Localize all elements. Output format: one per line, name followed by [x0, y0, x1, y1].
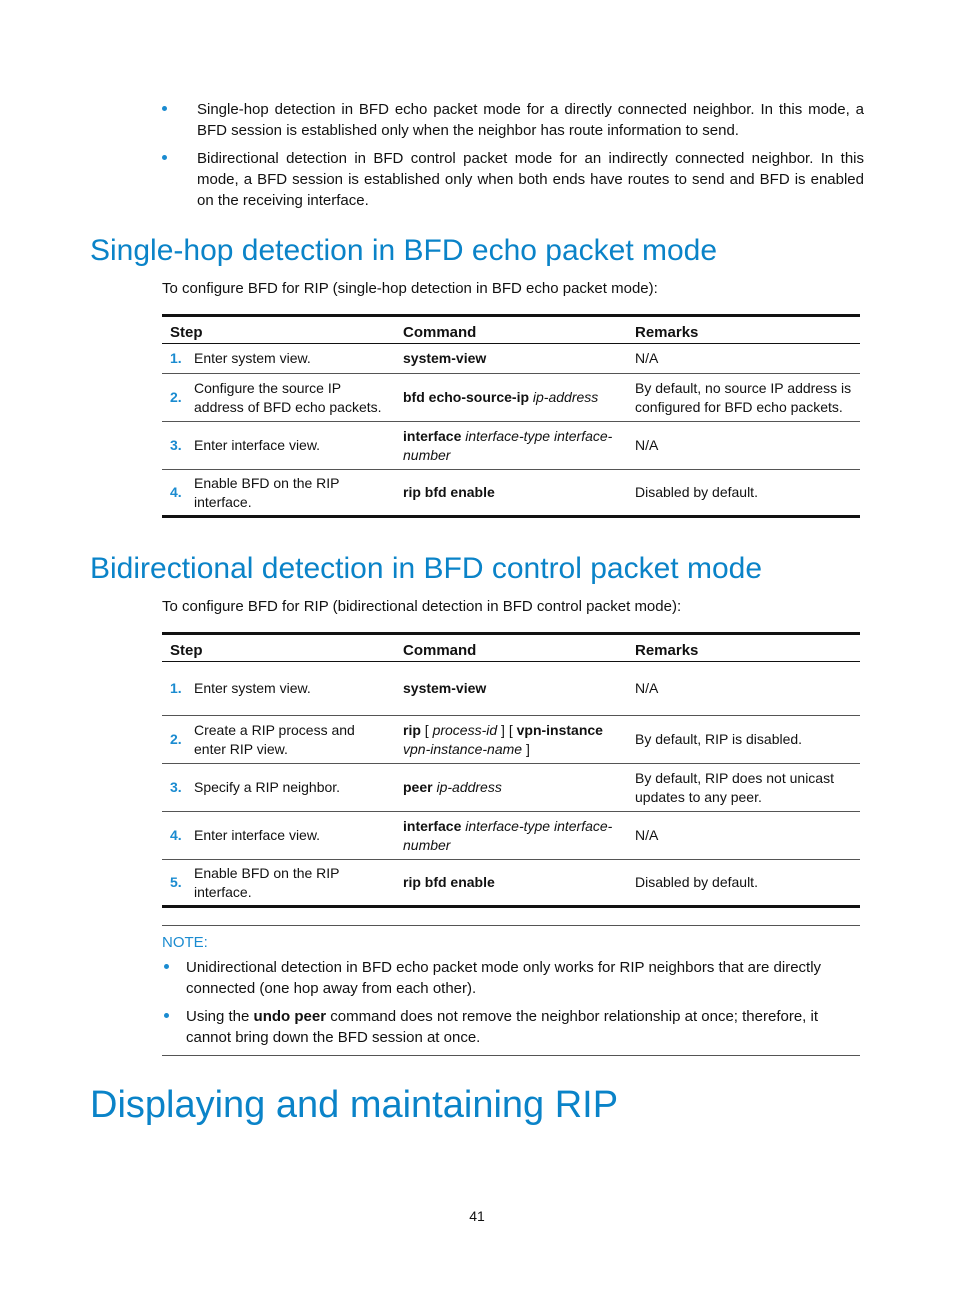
step-remarks: N/A	[627, 344, 860, 374]
step-command	[395, 374, 627, 422]
step-description: Enter interface view.	[186, 422, 395, 470]
table-row	[162, 764, 860, 812]
step-number: 5.	[162, 860, 186, 907]
step-command	[395, 860, 627, 907]
table-row	[162, 716, 860, 764]
text-run: [	[420, 721, 433, 738]
step-description: Configure the source IP address of BFD echo packets.	[186, 374, 395, 422]
step-remarks: N/A	[627, 662, 860, 716]
note-label: NOTE:	[162, 934, 208, 951]
section-intro-single-hop: To configure BFD for RIP (single-hop detection in BFD echo packet mode):	[162, 280, 658, 297]
note-list	[162, 957, 860, 1048]
command-table-bidirectional	[162, 632, 860, 908]
command-argument: process-id	[432, 721, 498, 738]
text-run: command does not remove the neighbor relationship at once; therefore, it cannot bring down the BFD session at once.	[186, 1008, 819, 1046]
command-keyword: rip bfd enable	[403, 874, 495, 890]
table-header-row	[162, 316, 860, 344]
column-header-command: Command	[395, 316, 627, 344]
note-item	[162, 1006, 860, 1048]
note-item	[162, 957, 860, 999]
command-keyword: rip	[403, 721, 421, 738]
step-remarks: N/A	[627, 422, 860, 470]
command-keyword: interface	[403, 427, 462, 444]
step-number: 4.	[162, 470, 186, 517]
table-row	[162, 860, 860, 907]
step-command	[395, 422, 627, 470]
table-row	[162, 374, 860, 422]
section-heading-bidirectional: Bidirectional detection in BFD control packet mode	[90, 552, 763, 585]
column-header-remarks: Remarks	[627, 316, 860, 344]
step-number: 1.	[162, 662, 186, 716]
column-header-step: Step	[162, 634, 395, 662]
command-keyword: vpn-instance	[516, 721, 603, 738]
text-run: Using the	[186, 1008, 254, 1025]
command-argument: ip-address	[436, 779, 502, 795]
step-command	[395, 344, 627, 374]
step-number: 2.	[162, 716, 186, 764]
note-box	[162, 925, 860, 1056]
table-header-row	[162, 634, 860, 662]
command-keyword: rip bfd enable	[403, 484, 495, 500]
table-row	[162, 662, 860, 716]
bullet-dot-icon	[164, 964, 169, 969]
step-remarks: Disabled by default.	[627, 860, 860, 907]
command-keyword: undo peer	[253, 1008, 327, 1025]
command-keyword: interface	[403, 817, 462, 834]
command-keyword: system-view	[403, 680, 487, 696]
step-description: Enter interface view.	[186, 812, 395, 860]
command-argument: ip-address	[532, 389, 599, 405]
command-argument: interface-type interface-number	[403, 817, 613, 853]
column-header-command: Command	[395, 634, 627, 662]
step-description: Enter system view.	[186, 344, 395, 374]
text-run: Unidirectional detection in BFD echo packet mode only works for RIP neighbors that are directly connected (one hop away from each other).	[186, 959, 822, 997]
step-remarks: N/A	[627, 812, 860, 860]
step-command	[395, 764, 627, 812]
command-argument: interface-type interface-number	[403, 427, 613, 463]
column-header-remarks: Remarks	[627, 634, 860, 662]
bullet-dot-icon	[162, 155, 167, 160]
step-remarks: Disabled by default.	[627, 470, 860, 517]
step-number: 2.	[162, 374, 186, 422]
command-table-single-hop	[162, 314, 860, 518]
command-keyword: system-view	[403, 350, 487, 366]
step-description: Create a RIP process and enter RIP view.	[186, 716, 395, 764]
command-keyword: peer	[403, 779, 433, 795]
bullet-dot-icon	[164, 1013, 169, 1018]
step-number: 1.	[162, 344, 186, 374]
step-command	[395, 812, 627, 860]
table-row	[162, 344, 860, 374]
command-keyword: bfd echo-source-ip	[403, 389, 530, 405]
step-description: Enable BFD on the RIP interface.	[186, 860, 395, 907]
command-argument: vpn-instance-name	[403, 740, 523, 757]
step-description: Enter system view.	[186, 662, 395, 716]
chapter-title: Displaying and maintaining RIP	[90, 1084, 619, 1126]
step-command	[395, 662, 627, 716]
step-number: 3.	[162, 764, 186, 812]
section-heading-single-hop: Single-hop detection in BFD echo packet mode	[90, 234, 718, 267]
intro-bullet-1: Single-hop detection in BFD echo packet mode for a directly connected neighbor. In this mode, a BFD session is established only when the neighbor has route information to send.	[162, 99, 864, 141]
page-number: 41	[469, 1208, 485, 1224]
step-command	[395, 716, 627, 764]
bullet-dot-icon	[162, 106, 167, 111]
text-run: ]	[522, 740, 530, 757]
step-number: 3.	[162, 422, 186, 470]
step-description: Enable BFD on the RIP interface.	[186, 470, 395, 517]
column-header-step: Step	[162, 316, 395, 344]
step-remarks: By default, RIP does not unicast updates to any peer.	[627, 764, 860, 812]
section-intro-bidirectional: To configure BFD for RIP (bidirectional detection in BFD control packet mode):	[162, 598, 682, 615]
step-command	[395, 470, 627, 517]
text-run: ] [	[497, 721, 517, 738]
table-row	[162, 812, 860, 860]
intro-bullet-2: Bidirectional detection in BFD control packet mode for an indirectly connected neighbor. In this mode, a BFD session is established only when both ends have routes to send and BFD is enabled on the receiving interface.	[162, 148, 864, 211]
step-remarks: By default, RIP is disabled.	[627, 716, 860, 764]
table-row	[162, 470, 860, 517]
step-remarks: By default, no source IP address is configured for BFD echo packets.	[627, 374, 860, 422]
step-description: Specify a RIP neighbor.	[186, 764, 395, 812]
table-row	[162, 422, 860, 470]
step-number: 4.	[162, 812, 186, 860]
intro-bullet-list	[162, 99, 864, 218]
